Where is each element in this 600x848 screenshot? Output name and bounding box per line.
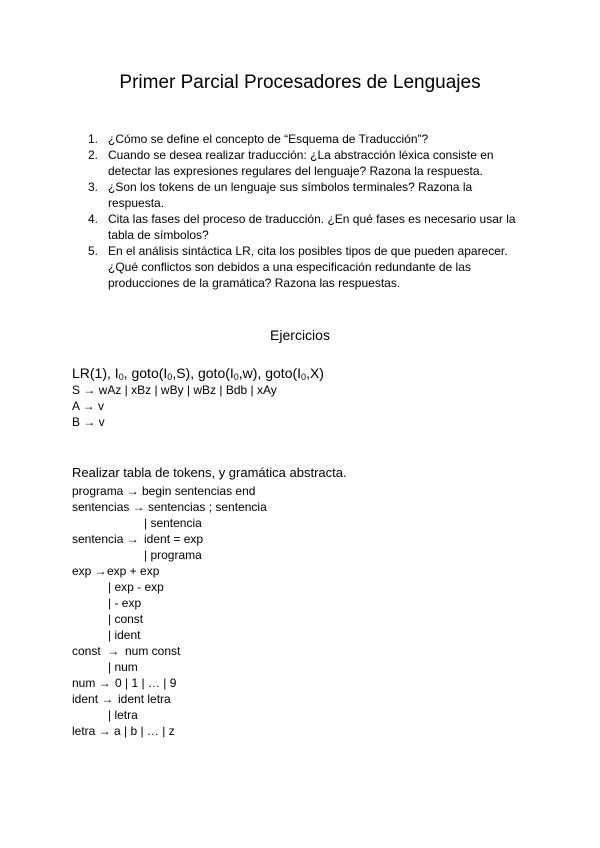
- question-item: [88, 147, 528, 179]
- question-number: 5.: [88, 244, 99, 258]
- rule-rhs: ident letra: [118, 692, 171, 706]
- rule-lhs: ident →: [72, 692, 114, 706]
- grammar-rule: [72, 707, 347, 723]
- grammar-rule: [72, 531, 347, 547]
- heading-part: , goto(I: [123, 365, 168, 381]
- question-line: En el análisis sintáctica LR, cita los posibles tipos de que pueden aparecer.: [108, 244, 508, 258]
- rule-lhs: sentencia →: [72, 532, 139, 546]
- rule-rhs: | - exp: [108, 596, 142, 610]
- rule-rhs: exp + exp: [107, 564, 160, 578]
- grammar-rule: S → wAz | xBz | wBy | wBz | Bdb | xAy: [72, 383, 277, 397]
- rule-lhs: exp →: [72, 564, 107, 578]
- question-item: [88, 243, 528, 291]
- grammar-rule: [72, 483, 347, 499]
- grammar-rule: [72, 723, 347, 739]
- heading-part: ,S), goto(I: [172, 365, 234, 381]
- question-line: producciones de la gramática? Razona las respuestas.: [108, 276, 401, 290]
- rule-rhs: a | b | … | z: [114, 724, 175, 738]
- subscript: 0: [118, 372, 124, 382]
- rule-lhs: num →: [72, 676, 111, 690]
- question-number: 4.: [88, 212, 99, 226]
- grammar-rule: [72, 579, 347, 595]
- grammar-rule: [72, 659, 347, 675]
- rule-lhs: letra →: [72, 724, 111, 738]
- rule-rhs: | const: [108, 612, 144, 626]
- rule-rhs: | sentencia: [144, 516, 202, 530]
- question-line: tabla de símbolos?: [108, 228, 209, 242]
- heading-part: ,w), goto(I: [238, 365, 302, 381]
- question-line: Cita las fases del proceso de traducción. ¿En qué fases es necesario usar la: [108, 212, 516, 226]
- grammar-rule: B → v: [72, 415, 105, 429]
- subscript: 0: [301, 372, 307, 382]
- question-item: [88, 131, 528, 147]
- question-number: 2.: [88, 148, 99, 162]
- questions-list: [88, 131, 528, 291]
- grammar-rule: [72, 611, 347, 627]
- rule-rhs: | programa: [144, 548, 202, 562]
- rule-rhs: 0 | 1 | … | 9: [115, 676, 177, 690]
- rule-lhs: programa →: [72, 484, 139, 498]
- grammar-rule: A → v: [72, 399, 105, 413]
- page-title: Primer Parcial Procesadores de Lenguajes: [119, 72, 481, 93]
- exercise-2: [72, 464, 347, 739]
- rule-rhs: begin sentencias end: [142, 484, 256, 498]
- subscript: 0: [167, 372, 173, 382]
- rule-rhs: | exp - exp: [108, 580, 164, 594]
- exercise-1-heading: [72, 364, 324, 382]
- rule-rhs: | letra: [108, 708, 138, 722]
- question-line: Cuando se desea realizar traducción: ¿La abstracción léxica consiste en: [108, 148, 494, 162]
- rule-rhs: ident = exp: [144, 532, 204, 546]
- grammar-rule: [72, 499, 347, 515]
- grammar-rule: [72, 627, 347, 643]
- grammar-rule: [72, 675, 347, 691]
- heading-part: ,X): [306, 365, 324, 381]
- question-item: [88, 179, 528, 211]
- rule-rhs: | num: [108, 660, 138, 674]
- question-number: 3.: [88, 180, 99, 194]
- question-line: ¿Cómo se define el concepto de “Esquema de Traducción”?: [108, 132, 429, 146]
- grammar-rule: [72, 595, 347, 611]
- section-title-ejercicios: Ejercicios: [270, 327, 330, 343]
- question-line: ¿Son los tokens de un lenguaje sus símbolos terminales? Razona la: [108, 180, 473, 194]
- question-line: ¿Qué conflictos son debidos a una especificación redundante de las: [108, 260, 471, 274]
- heading-part: LR(1), I: [72, 365, 119, 381]
- question-item: [88, 211, 528, 243]
- rule-rhs: sentencias ; sentencia: [148, 500, 267, 514]
- grammar-rule: [72, 547, 347, 563]
- rule-rhs: | ident: [108, 628, 141, 642]
- question-line: respuesta.: [108, 196, 165, 210]
- exercise-1: [72, 364, 324, 430]
- rule-lhs: sentencias →: [72, 500, 145, 514]
- grammar-rule: [72, 515, 347, 531]
- rule-rhs: num const: [125, 644, 181, 658]
- grammar-rule: [72, 643, 347, 659]
- exercise-2-heading: Realizar tabla de tokens, y gramática abstracta.: [72, 465, 347, 480]
- question-line: detectar las expresiones regulares del lenguaje? Razona la respuesta.: [108, 164, 483, 178]
- grammar-rule: [72, 563, 347, 579]
- grammar-rule: [72, 691, 347, 707]
- subscript: 0: [233, 372, 239, 382]
- question-number: 1.: [88, 132, 99, 146]
- rule-lhs: const →: [72, 644, 120, 658]
